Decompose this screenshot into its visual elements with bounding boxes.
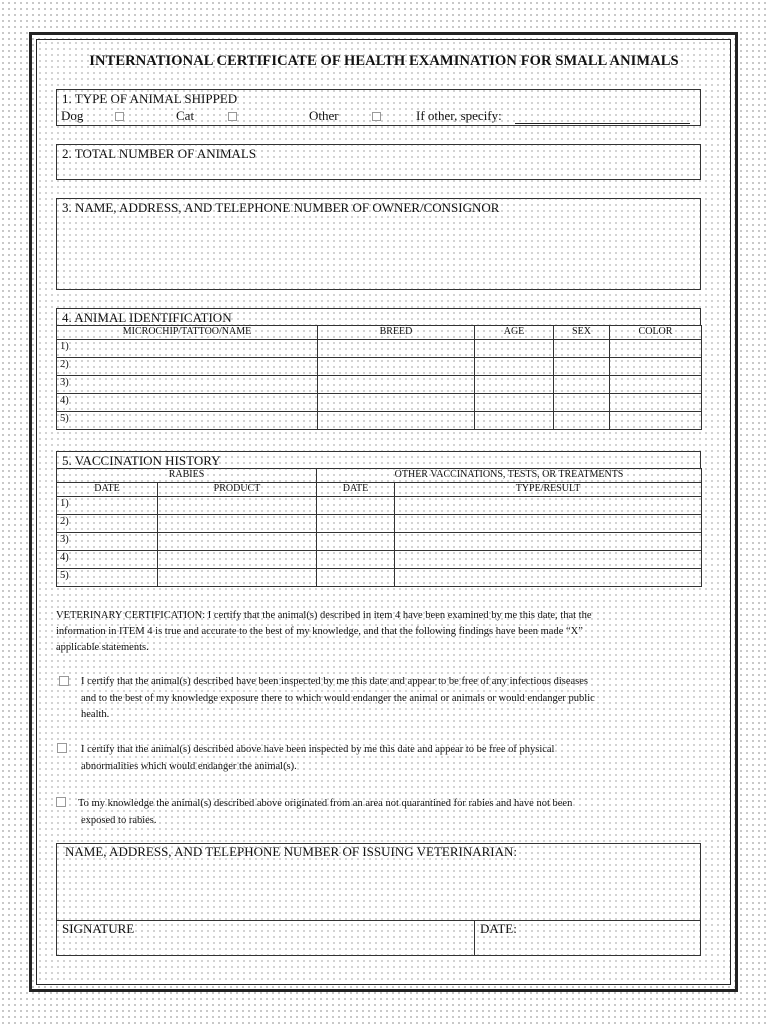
col-header-type-result: TYPE/RESULT — [395, 483, 702, 497]
row-number[interactable]: 4) — [57, 551, 158, 569]
table-cell[interactable] — [554, 412, 610, 430]
date-label: DATE: — [480, 921, 517, 936]
other-checkbox[interactable] — [372, 112, 381, 121]
statement-line: abnormalities which would endanger the animal(s). — [81, 760, 297, 772]
group-header-rabies: RABIES — [57, 469, 317, 483]
col-header-color: COLOR — [610, 326, 702, 340]
statement-line: To my knowledge the animal(s) described above originated from an area not quarantined for rabies and have not been — [78, 798, 573, 809]
row-number[interactable]: 5) — [57, 569, 158, 587]
statement-line: I certify that the animal(s) described above have been inspected by me this date and appear to be free of physical — [81, 744, 555, 755]
row-number[interactable]: 2) — [57, 515, 158, 533]
cat-label: Cat — [176, 108, 195, 123]
signature-field[interactable] — [57, 921, 473, 955]
section-3-heading: 3. NAME, ADDRESS, AND TELEPHONE NUMBER OF OWNER/CONSIGNOR — [62, 200, 500, 215]
section-5-heading: 5. VACCINATION HISTORY — [62, 453, 221, 468]
veterinarian-heading: NAME, ADDRESS, AND TELEPHONE NUMBER OF ISSUING VETERINARIAN: — [65, 844, 518, 859]
date-field[interactable] — [475, 921, 700, 955]
table-cell[interactable] — [158, 569, 317, 587]
dog-checkbox[interactable] — [115, 112, 124, 121]
group-header-row — [57, 469, 702, 483]
table-cell[interactable] — [610, 358, 702, 376]
table-cell[interactable] — [475, 340, 554, 358]
table-cell[interactable] — [317, 515, 395, 533]
table-cell[interactable] — [158, 533, 317, 551]
owner-consignor-field[interactable] — [57, 217, 700, 289]
table-cell[interactable] — [475, 412, 554, 430]
table-cell[interactable] — [318, 394, 475, 412]
table-row — [57, 533, 702, 551]
col-header-microchip: MICROCHIP/TATTOO/NAME — [57, 326, 318, 340]
group-header-other: OTHER VACCINATIONS, TESTS, OR TREATMENTS — [317, 469, 702, 483]
col-header-product: PRODUCT — [158, 483, 317, 497]
table-row — [57, 340, 702, 358]
table-cell[interactable] — [158, 515, 317, 533]
row-number[interactable]: 3) — [57, 376, 318, 394]
certification-line: VETERINARY CERTIFICATION: I certify that the animal(s) described in item 4 have been examined by me this date, that the — [56, 610, 592, 621]
section-4-heading: 4. ANIMAL IDENTIFICATION — [62, 310, 232, 325]
form-title: INTERNATIONAL CERTIFICATE OF HEALTH EXAMINATION FOR SMALL ANIMALS — [89, 53, 679, 69]
animal-identification-table — [56, 325, 702, 430]
row-number[interactable]: 5) — [57, 412, 318, 430]
table-cell[interactable] — [475, 358, 554, 376]
specify-field[interactable] — [515, 123, 690, 124]
table-cell[interactable] — [318, 376, 475, 394]
table-header-row — [57, 326, 702, 340]
table-row — [57, 569, 702, 587]
table-row — [57, 412, 702, 430]
section-issuing-veterinarian — [56, 843, 701, 956]
table-cell[interactable] — [318, 358, 475, 376]
table-cell[interactable] — [554, 376, 610, 394]
col-header-sex: SEX — [554, 326, 610, 340]
section-vaccination-history — [56, 451, 701, 469]
col-header-age: AGE — [475, 326, 554, 340]
cat-checkbox[interactable] — [228, 112, 237, 121]
table-cell[interactable] — [395, 533, 702, 551]
table-cell[interactable] — [475, 376, 554, 394]
table-cell[interactable] — [554, 358, 610, 376]
col-header-other-date: DATE — [317, 483, 395, 497]
table-row — [57, 394, 702, 412]
certification-intro — [56, 608, 706, 656]
table-cell[interactable] — [158, 497, 317, 515]
statement-3-checkbox[interactable] — [56, 797, 66, 807]
statement-line: exposed to rabies. — [81, 814, 157, 826]
row-number[interactable]: 3) — [57, 533, 158, 551]
statement-line: I certify that the animal(s) described have been inspected by me this date and appear to be free of any infectious diseases — [81, 676, 589, 687]
statement-line: health. — [81, 709, 110, 720]
col-header-breed: BREED — [318, 326, 475, 340]
table-cell[interactable] — [475, 394, 554, 412]
table-cell[interactable] — [317, 551, 395, 569]
table-cell[interactable] — [158, 551, 317, 569]
dog-label: Dog — [61, 108, 84, 123]
table-cell[interactable] — [317, 569, 395, 587]
col-header-rabies-date: DATE — [57, 483, 158, 497]
table-cell[interactable] — [554, 340, 610, 358]
table-row — [57, 376, 702, 394]
veterinarian-info-field[interactable] — [57, 861, 700, 919]
statement-2-checkbox[interactable] — [57, 743, 67, 753]
total-number-field[interactable] — [57, 162, 700, 179]
statement-1-checkbox[interactable] — [59, 676, 69, 686]
table-cell[interactable] — [318, 412, 475, 430]
table-row — [57, 515, 702, 533]
certification-line: applicable statements. — [56, 642, 149, 653]
table-row — [57, 358, 702, 376]
table-row — [57, 551, 702, 569]
table-cell[interactable] — [317, 497, 395, 515]
section-owner-consignor — [56, 198, 701, 290]
row-number[interactable]: 4) — [57, 394, 318, 412]
table-cell[interactable] — [395, 515, 702, 533]
table-header-row — [57, 483, 702, 497]
table-cell[interactable] — [395, 497, 702, 515]
table-cell[interactable] — [610, 340, 702, 358]
other-label: Other — [309, 108, 339, 123]
table-cell[interactable] — [554, 394, 610, 412]
section-type-of-animal — [56, 89, 701, 126]
specify-label: If other, specify: — [416, 108, 502, 123]
certification-line: information in ITEM 4 is true and accurate to the best of my knowledge, and that the following findings have been made “X” — [56, 626, 583, 637]
table-cell[interactable] — [395, 569, 702, 587]
vaccination-table — [56, 468, 702, 587]
statement-2 — [81, 742, 711, 775]
statement-3 — [78, 796, 708, 829]
statement-1 — [81, 674, 711, 724]
table-cell[interactable] — [610, 376, 702, 394]
section-animal-identification — [56, 308, 701, 326]
row-number[interactable]: 1) — [57, 340, 318, 358]
row-number[interactable]: 1) — [57, 497, 158, 515]
section-total-number — [56, 144, 701, 180]
table-cell[interactable] — [395, 551, 702, 569]
table-cell[interactable] — [318, 340, 475, 358]
statement-line: and to the best of my knowledge exposure there to which would endanger the animal or animals or would endanger public — [81, 692, 595, 704]
signature-label: SIGNATURE — [62, 921, 135, 936]
section-2-heading: 2. TOTAL NUMBER OF ANIMALS — [62, 146, 257, 161]
table-cell[interactable] — [610, 394, 702, 412]
row-number[interactable]: 2) — [57, 358, 318, 376]
table-row — [57, 497, 702, 515]
table-cell[interactable] — [610, 412, 702, 430]
table-cell[interactable] — [317, 533, 395, 551]
section-1-heading: 1. TYPE OF ANIMAL SHIPPED — [62, 91, 238, 106]
